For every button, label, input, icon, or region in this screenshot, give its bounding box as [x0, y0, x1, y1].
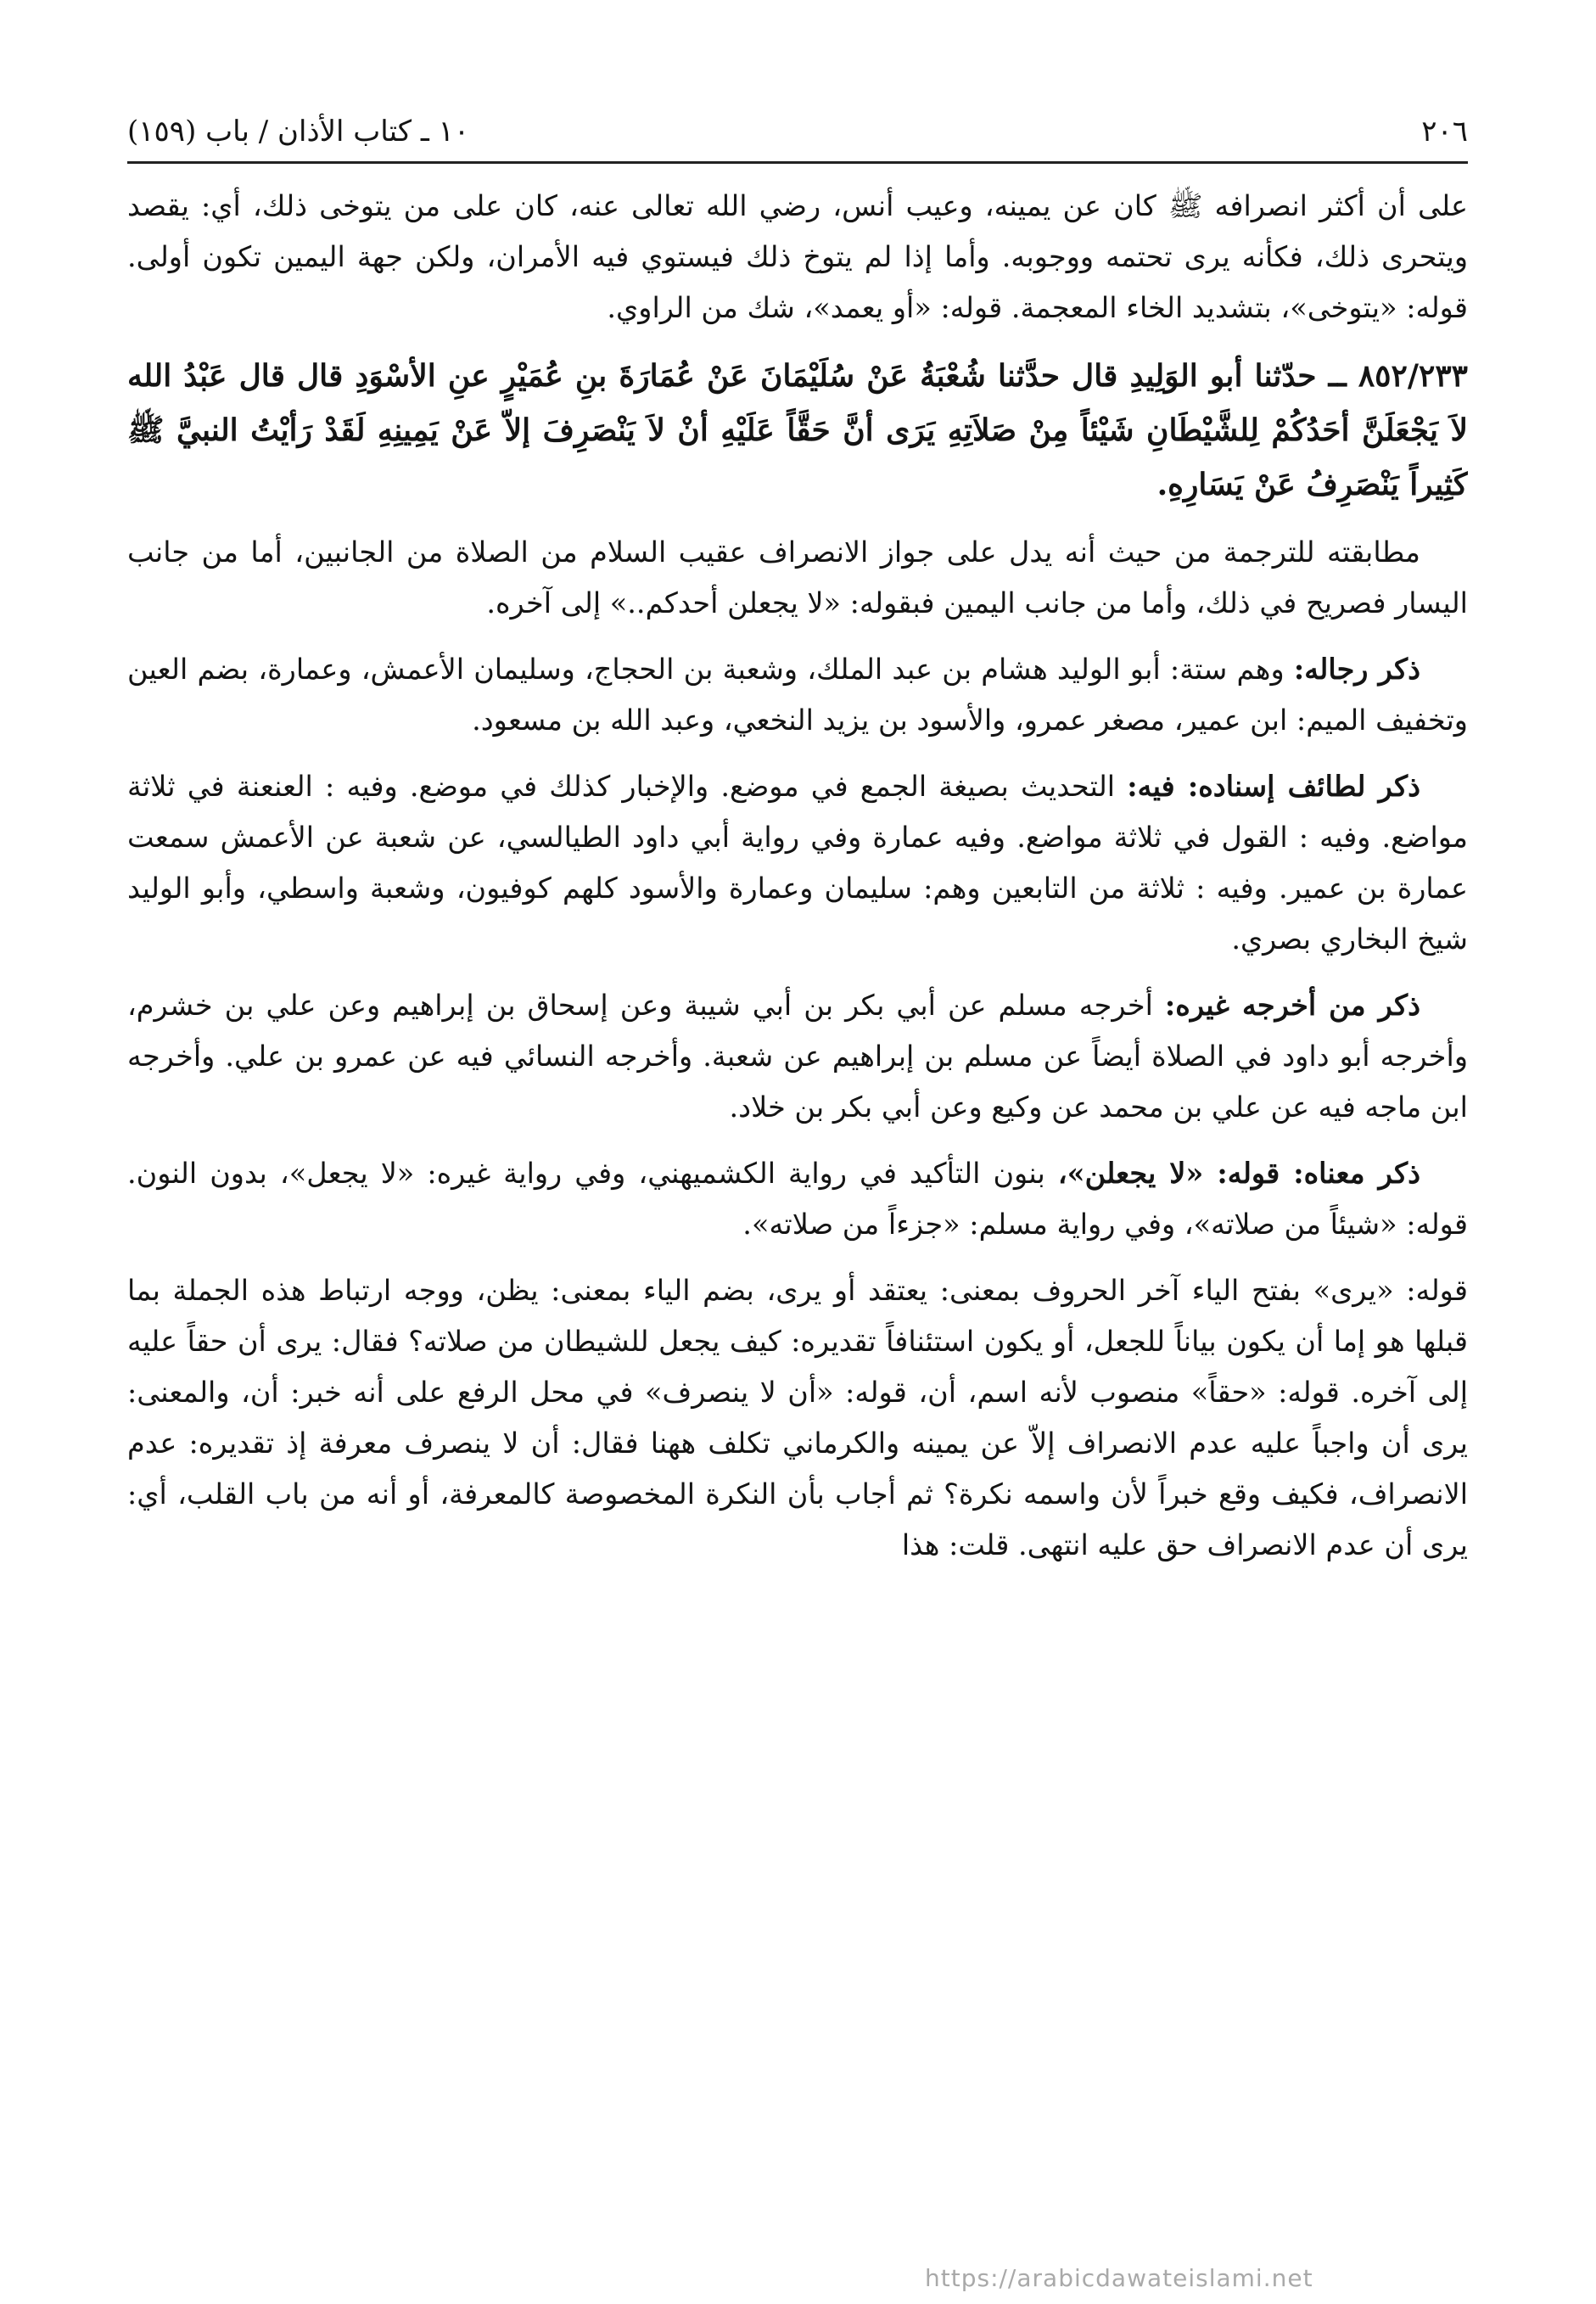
paragraph: على أن أكثر انصرافه ﷺ كان عن يمينه، وعيب أنس، رضي الله تعالى عنه، كان على من يتوخى ذلك، أي: يقصد ويتحرى ذلك، فكأنه يرى تحتمه ووجوبه. وأما إذا لم يتوخ ذلك فيستوي فيه الأمران، ولكن جهة اليمين تكون أولى. قوله: «يتوخى»، بتشديد الخاء المعجمة. قوله: «أو يعمد»، شك من الراوي. — [127, 189, 1468, 324]
hadith-number: ٨٥٢/٢٣٣ ــ — [1328, 358, 1468, 394]
page-header — [127, 102, 1468, 161]
hadith-body: حدّثنا أبو الوَلِيدِ قال حدَّثنا شُعْبَةُ عَنْ سُلَيْمَانَ عَنْ عُمَارَةَ بنِ عُمَيْرٍ عنِ الأسْوَدِ قال قال عَبْدُ الله لاَ يَجْعَلَنَّ أحَدُكُمْ لِلشَّيْطَانِ شَيْئاً مِنْ صَلاَتِهِ يَرَى أنَّ حَقَّاً عَلَيْهِ أنْ لاَ يَنْصَرِفَ إلاّ عَنْ يَمِينِهِ لَقَدْ رَأيْتُ النبيَّ ﷺ كَثِيراً يَنْصَرِفُ عَنْ يَسَارِهِ. — [127, 358, 1468, 502]
section-heading: ذكر رجاله: — [1293, 653, 1420, 686]
watermark: https://arabicdawateislami.net — [925, 2264, 1313, 2292]
hadith-text — [127, 349, 1468, 512]
running-title: ١٠ ـ كتاب الأذان / باب (١٥٩) — [127, 115, 470, 149]
paragraph: قوله: «يرى» بفتح الياء آخر الحروف بمعنى: يعتقد أو يرى، بضم الياء بمعنى: يظن، ووجه ارتباط هذه الجملة بما قبلها هو إما أن يكون بياناً للجعل، أو يكون استئنافاً تقديره: كيف يجعل للشيطان من صلاته؟ فقال: يرى أن حقاً عليه إلى آخره. قوله: «حقاً» منصوب لأنه اسم، أن، قوله: «أن لا ينصرف» في محل الرفع على أنه خبر: أن، والمعنى: يرى أن واجباً عليه عدم الانصراف إلاّ عن يمينه والكرماني تكلف ههنا فقال: أن لا ينصرف معرفة إذ تقديره: عدم الانصراف، فكيف وقع خبراً لأن واسمه نكرة؟ ثم أجاب بأن النكرة المخصوصة كالمعرفة، أو أنه من باب القلب، أي: يرى أن عدم الانصراف حق عليه انتهى. قلت: هذا — [127, 1274, 1468, 1561]
section-meaning — [127, 1148, 1468, 1250]
section-body: التحديث بصيغة الجمع في موضع. والإخبار كذلك في موضع. وفيه : العنعنة في ثلاثة مواضع. وفيه : القول في ثلاثة مواضع. وفيه عمارة وفي رواية أبي داود الطيالسي، عن شعبة عن الأعمش سمعت عمارة بن عمير. وفيه : ثلاثة من التابعين وهم: سليمان وعمارة والأسود كلهم كوفيون، وشعبة واسطي، وأبو الوليد شيخ البخاري بصري. — [127, 770, 1468, 956]
section-body: بنون التأكيد في رواية الكشميهني، وفي رواية غيره: «لا يجعل»، بدون النون. قوله: «شيئاً من صلاته»، وفي رواية مسلم: «جزءاً من صلاته». — [127, 1157, 1468, 1241]
section-heading: ذكر من أخرجه غيره: — [1164, 989, 1420, 1022]
section-isnad — [127, 761, 1468, 965]
page-body — [127, 181, 1468, 1571]
section-heading: ذكر معناه: قوله: «لا يجعلن»، — [1057, 1157, 1420, 1190]
page-number: ٢٠٦ — [1421, 115, 1468, 149]
section-men — [127, 644, 1468, 746]
section-body: وهم ستة: أبو الوليد هشام بن عبد الملك، وشعبة بن الحجاج، وسليمان الأعمش، وعمارة، بضم العين وتخفيف الميم: ابن عمير، مصغر عمرو، والأسود بن يزيد النخعي، وعبد الله بن مسعود. — [127, 653, 1468, 737]
section-body: أخرجه مسلم عن أبي بكر بن أبي شيبة وعن إسحاق بن إبراهيم وعن علي بن خشرم، وأخرجه أبو داود في الصلاة أيضاً عن مسلم بن إبراهيم عن شعبة. وأخرجه النسائي فيه عن عمرو بن علي. وأخرجه ابن ماجه فيه عن علي بن محمد عن وكيع وعن أبي بكر بن خلاد. — [127, 989, 1468, 1124]
section-takhrij — [127, 980, 1468, 1133]
section-heading: ذكر لطائف إسناده: فيه: — [1127, 770, 1420, 803]
paragraph: مطابقته للترجمة من حيث أنه يدل على جواز الانصراف عقيب السلام من الصلاة من الجانبين، أما من جانب اليسار فصريح في ذلك، وأما من جانب اليمين فبقوله: «لا يجعلن أحدكم..» إلى آخره. — [127, 535, 1468, 619]
book-page — [127, 102, 1468, 2274]
header-rule — [127, 161, 1468, 164]
